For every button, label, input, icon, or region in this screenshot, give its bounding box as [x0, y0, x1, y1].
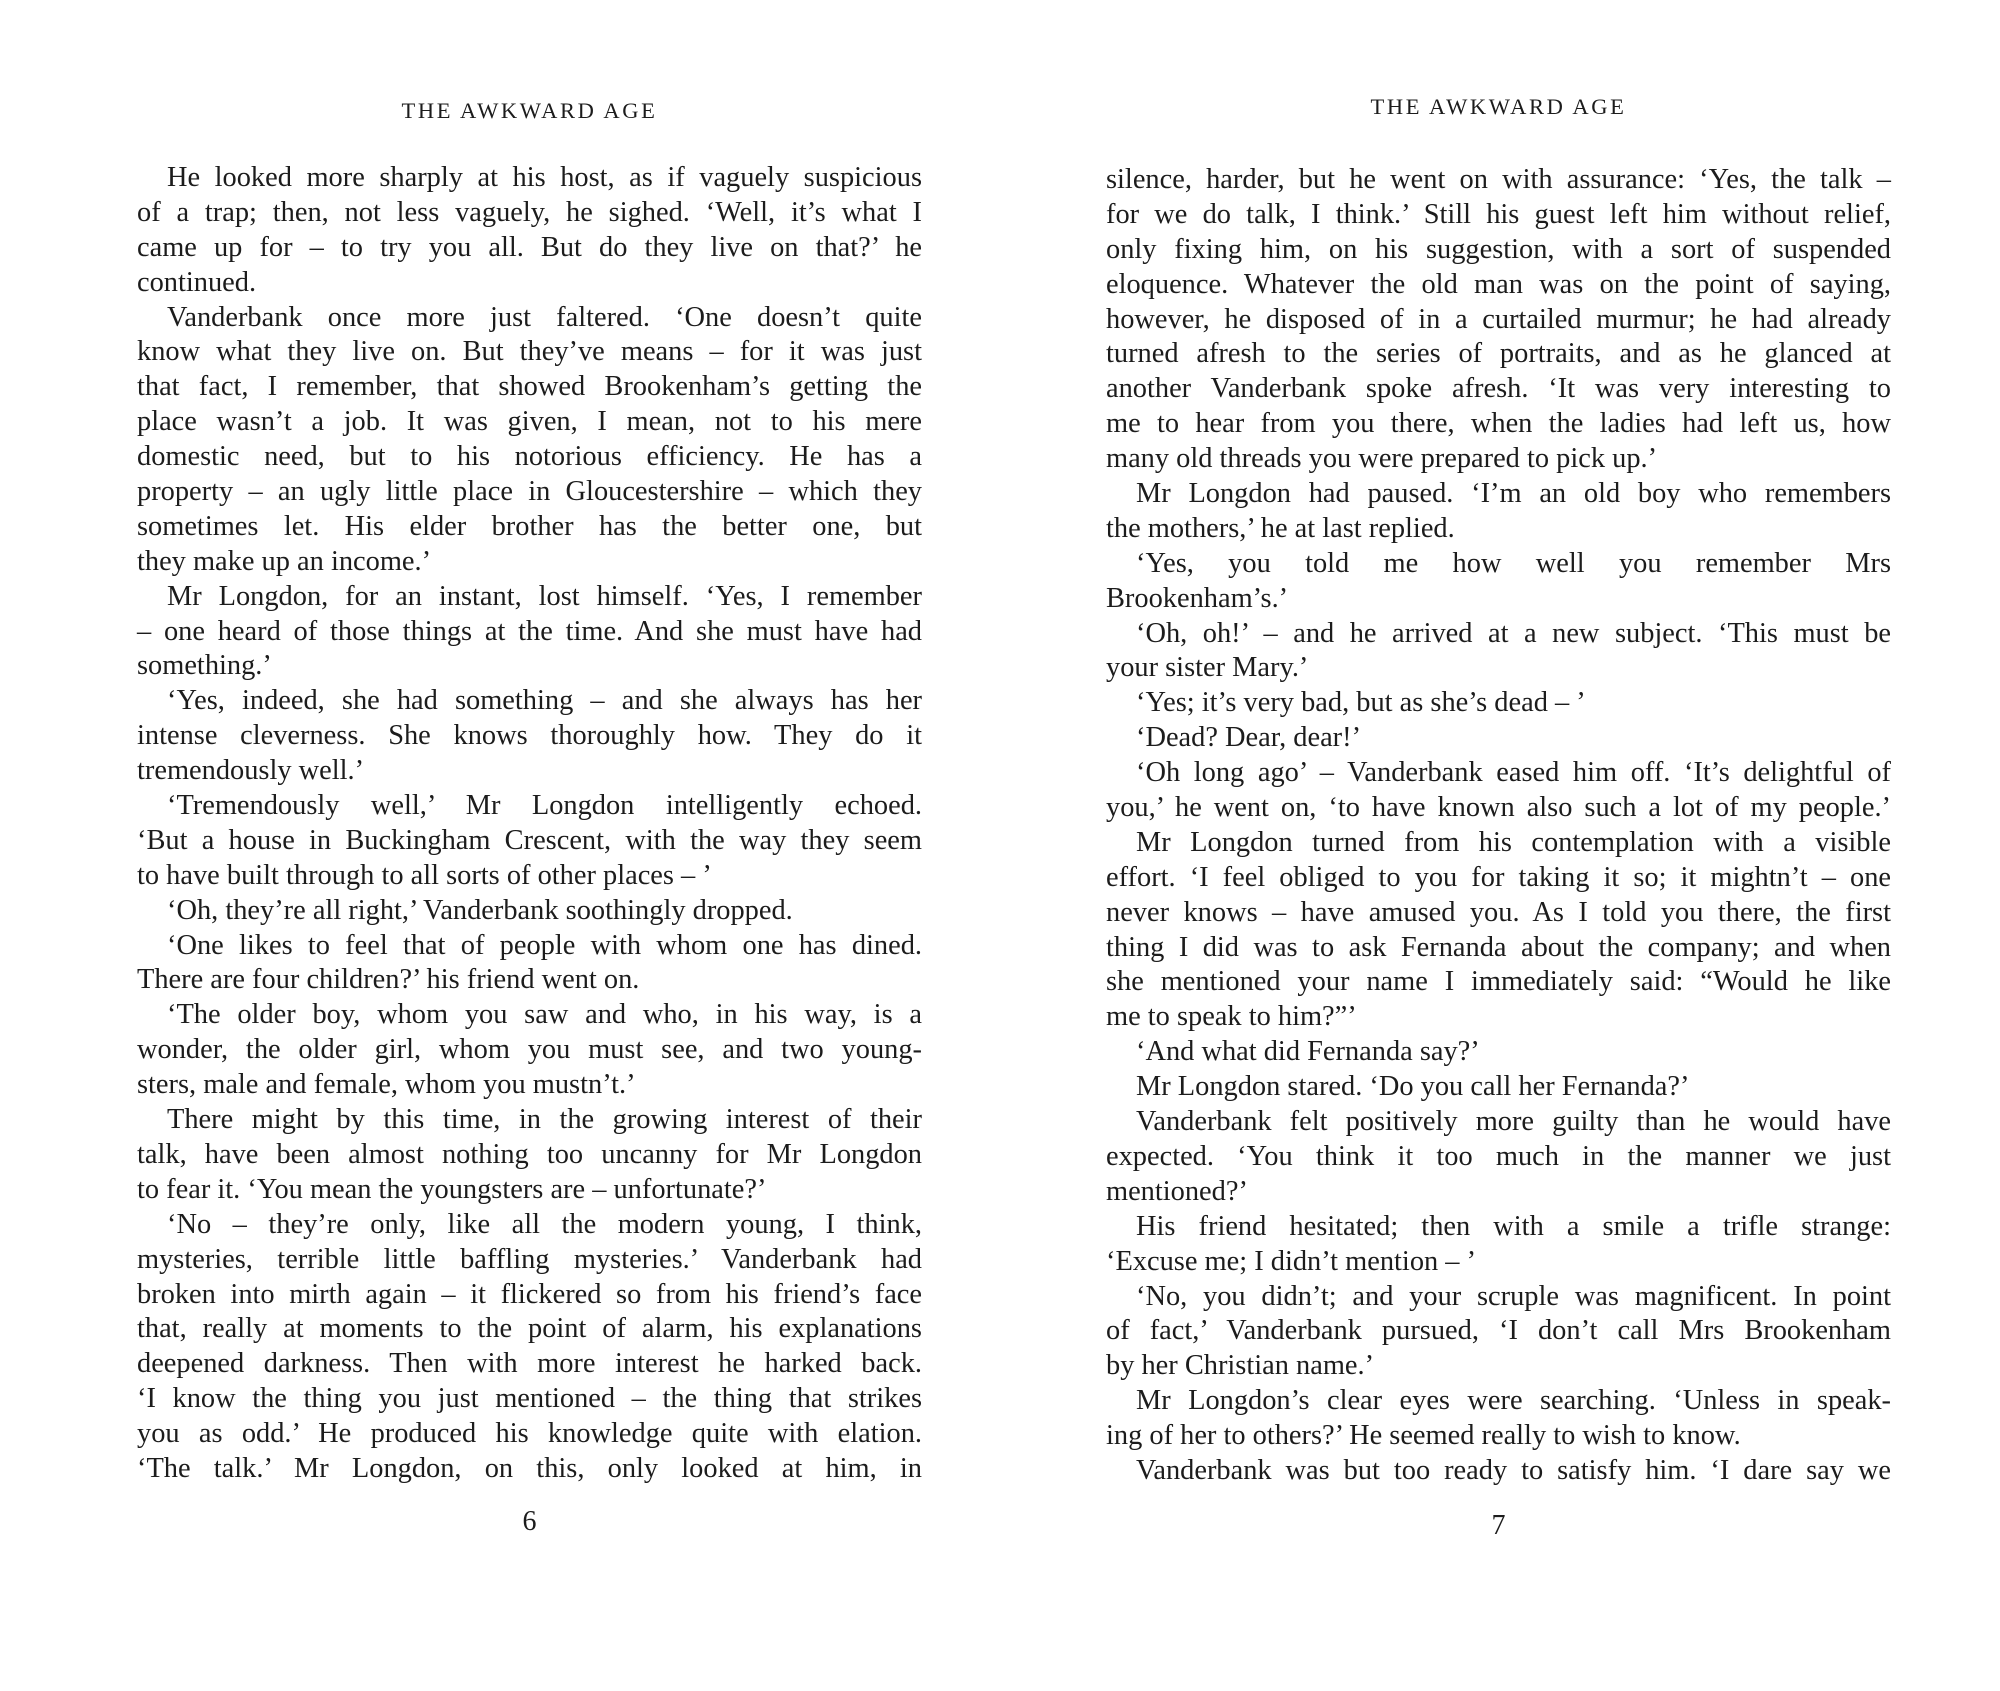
text-line: deepened darkness. Then with more interest he harked back.	[137, 1348, 922, 1380]
text-line: the mothers,’ he at last replied.	[1106, 512, 1455, 544]
text-line: expected. ‘You think it too much in the manner we just	[1106, 1140, 1891, 1172]
text-line: Mr Longdon stared. ‘Do you call her Fernanda?’	[1136, 1071, 1690, 1103]
text-line: ‘No – they’re only, like all the modern young, I think,	[167, 1208, 922, 1240]
text-line: Mr Longdon turned from his contemplation with a visible	[1136, 826, 1891, 858]
text-line: however, he disposed of in a curtailed murmur; he had already	[1106, 303, 1891, 335]
text-line: ‘Yes, indeed, she had something – and she always has her	[167, 685, 922, 717]
text-line: Mr Longdon had paused. ‘I’m an old boy who remembers	[1136, 478, 1891, 510]
text-line: silence, harder, but he went on with assurance: ‘Yes, the talk –	[1106, 164, 1891, 195]
text-line: that fact, I remember, that showed Brookenham’s getting the	[137, 371, 922, 403]
text-line: Vanderbank was but too ready to satisfy him. ‘I dare say we	[1136, 1454, 1891, 1486]
text-line: sometimes let. His elder brother has the better one, but	[137, 510, 922, 542]
text-line: turned afresh to the series of portraits, and as he glanced at	[1106, 338, 1891, 370]
text-line: There are four children?’ his friend went on.	[137, 964, 640, 996]
text-line: ‘No, you didn’t; and your scruple was magnificent. In point	[1136, 1280, 1891, 1312]
text-line: mysteries, terrible little baffling mysteries.’ Vanderbank had	[137, 1243, 922, 1275]
text-line: ‘Oh, oh!’ – and he arrived at a new subject. ‘This must be	[1136, 617, 1891, 649]
text-line: Vanderbank felt positively more guilty than he would have	[1136, 1106, 1891, 1138]
text-line: There might by this time, in the growing interest of their	[167, 1104, 922, 1136]
text-line: ‘Tremendously well,’ Mr Longdon intelligently echoed.	[167, 790, 922, 822]
text-line: intense cleverness. She knows thoroughly how. They do it	[137, 720, 922, 752]
text-line: of a trap; then, not less vaguely, he sighed. ‘Well, it’s what I	[137, 196, 922, 228]
text-line: ‘One likes to feel that of people with whom one has dined.	[167, 929, 922, 961]
text-line: sters, male and female, whom you mustn’t.’	[137, 1069, 636, 1101]
text-line: your sister Mary.’	[1106, 652, 1309, 684]
text-line: mentioned?’	[1106, 1175, 1248, 1207]
text-line: continued.	[137, 266, 257, 298]
text-line: He looked more sharply at his host, as if vaguely suspicious	[167, 162, 922, 193]
text-line: me to hear from you there, when the ladies had left us, how	[1106, 408, 1891, 440]
text-line: that, really at moments to the point of alarm, his explanations	[137, 1313, 922, 1345]
text-line: ‘And what did Fernanda say?’	[1136, 1036, 1480, 1068]
text-line: Mr Longdon’s clear eyes were searching. ‘Unless in speak-	[1136, 1385, 1891, 1417]
running-head: THE AWKWARD AGE	[1370, 94, 1627, 119]
text-line: Mr Longdon, for an instant, lost himself. ‘Yes, I remember	[167, 580, 922, 612]
text-line: eloquence. Whatever the old man was on the point of saying,	[1106, 268, 1891, 300]
text-line: ‘I know the thing you just mentioned – the thing that strikes	[137, 1383, 922, 1415]
text-line: talk, have been almost nothing too uncanny for Mr Longdon	[137, 1138, 922, 1170]
text-line: she mentioned your name I immediately said: “Would he like	[1106, 966, 1891, 998]
body-text	[137, 161, 922, 1487]
text-line: wonder, the older girl, whom you must see, and two young-	[137, 1034, 922, 1066]
body-text	[1106, 163, 1891, 1489]
text-line: by her Christian name.’	[1106, 1350, 1375, 1382]
text-line: ‘The older boy, whom you saw and who, in his way, is a	[167, 999, 922, 1031]
text-line: Vanderbank once more just faltered. ‘One doesn’t quite	[167, 301, 922, 333]
text-line: ‘The talk.’ Mr Longdon, on this, only looked at him, in	[137, 1452, 922, 1484]
text-line: of fact,’ Vanderbank pursued, ‘I don’t call Mrs Brookenham	[1106, 1315, 1891, 1347]
text-line: only fixing him, on his suggestion, with a sort of suspended	[1106, 233, 1891, 265]
text-line: ‘Excuse me; I didn’t mention – ’	[1106, 1245, 1477, 1277]
text-line: place wasn’t a job. It was given, I mean, not to his mere	[137, 406, 922, 438]
text-line: you,’ he went on, ‘to have known also such a lot of my people.’	[1106, 792, 1891, 824]
text-line: never knows – have amused you. As I told you there, the first	[1106, 896, 1891, 928]
text-line: thing I did was to ask Fernanda about the company; and when	[1106, 931, 1891, 963]
text-line: ‘Oh, they’re all right,’ Vanderbank soothingly dropped.	[167, 894, 793, 926]
text-line: – one heard of those things at the time. And she must have had	[137, 615, 922, 647]
text-line: something.’	[137, 650, 272, 682]
text-line: for we do talk, I think.’ Still his guest left him without relief,	[1106, 198, 1891, 230]
text-line: ‘Dead? Dear, dear!’	[1136, 722, 1362, 754]
text-line: His friend hesitated; then with a smile a trifle strange:	[1136, 1210, 1891, 1242]
text-line: property – an ugly little place in Gloucestershire – which they	[137, 476, 922, 508]
text-line: many old threads you were prepared to pick up.’	[1106, 443, 1658, 475]
page-number: 7	[1491, 1510, 1506, 1541]
text-line: me to speak to him?”’	[1106, 1001, 1357, 1033]
text-line: another Vanderbank spoke afresh. ‘It was very interesting to	[1106, 373, 1891, 405]
text-line: ‘But a house in Buckingham Crescent, with the way they seem	[137, 824, 922, 856]
text-line: ‘Yes, you told me how well you remember Mrs	[1136, 547, 1891, 579]
text-line: tremendously well.’	[137, 755, 365, 787]
text-line: came up for – to try you all. But do they live on that?’ he	[137, 231, 922, 263]
text-line: to have built through to all sorts of other places – ’	[137, 859, 712, 891]
text-line: ‘Yes; it’s very bad, but as she’s dead – ’	[1136, 687, 1586, 719]
text-line: ing of her to others?’ He seemed really to wish to know.	[1106, 1420, 1741, 1452]
text-line: Brookenham’s.’	[1106, 582, 1289, 614]
text-line: you as odd.’ He produced his knowledge quite with elation.	[137, 1418, 922, 1450]
text-line: effort. ‘I feel obliged to you for taking it so; it mightn’t – one	[1106, 861, 1891, 893]
text-line: to fear it. ‘You mean the youngsters are – unfortunate?’	[137, 1173, 767, 1205]
page-number: 6	[522, 1506, 537, 1537]
text-line: know what they live on. But they’ve means – for it was just	[137, 336, 922, 368]
text-line: broken into mirth again – it flickered so from his friend’s face	[137, 1278, 922, 1310]
running-head: THE AWKWARD AGE	[401, 98, 658, 123]
text-line: domestic need, but to his notorious efficiency. He has a	[137, 441, 922, 473]
text-line: ‘Oh long ago’ – Vanderbank eased him off. ‘It’s delightful of	[1136, 757, 1891, 789]
text-line: they make up an income.’	[137, 545, 432, 577]
